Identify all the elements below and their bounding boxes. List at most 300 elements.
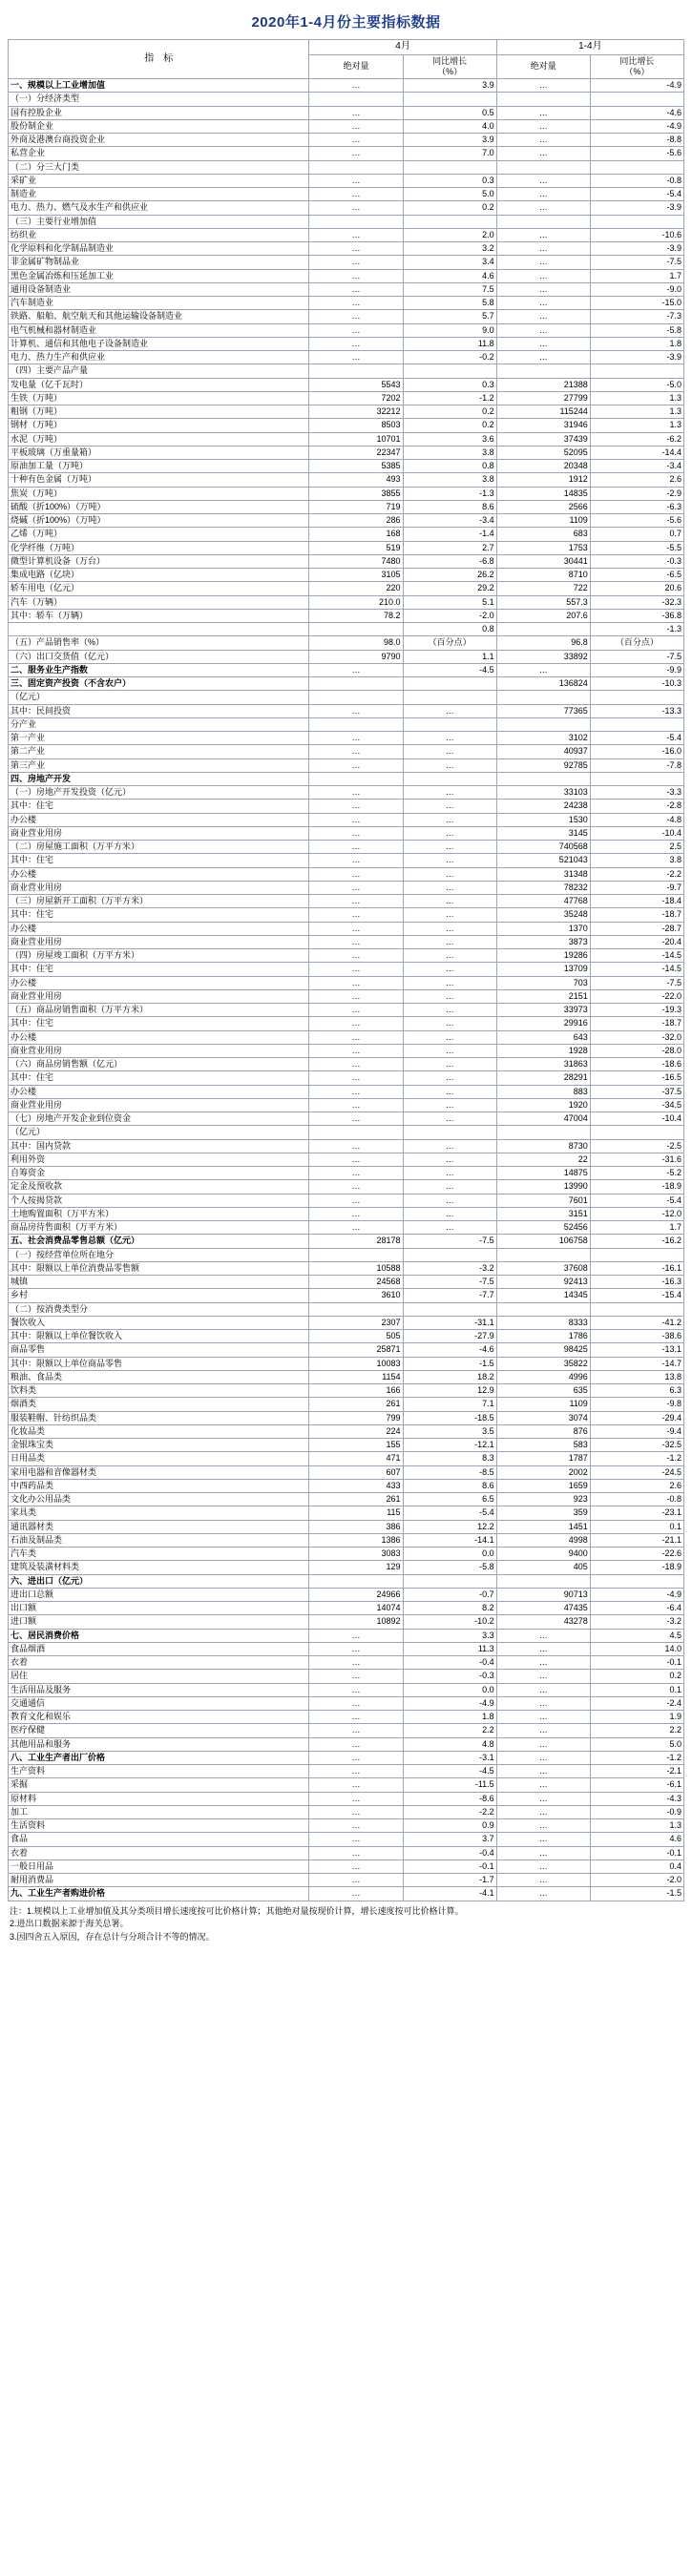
table-row [9,1167,684,1180]
row-cum-absolute: 4998 [496,1533,590,1547]
row-cum-yoy: -5.2 [590,1167,683,1180]
row-month-absolute: … [309,201,403,215]
table-row [9,79,684,93]
table-row [9,1017,684,1030]
row-cum-absolute: … [496,663,590,676]
row-cum-absolute [496,1126,590,1139]
row-cum-absolute: 1109 [496,514,590,528]
row-month-yoy: … [403,800,496,813]
row-month-yoy: 0.2 [403,419,496,432]
row-cum-yoy: -18.4 [590,895,683,908]
row-indicator-label: 焦炭（万吨） [9,487,309,500]
table-row [9,1656,684,1670]
row-cum-yoy: -7.8 [590,758,683,772]
table-row [9,650,684,663]
row-month-yoy: 1.1 [403,650,496,663]
row-month-absolute: … [309,1833,403,1846]
table-row [9,1874,684,1887]
table-row [9,569,684,582]
table-row [9,1058,684,1071]
row-cum-absolute: 2151 [496,989,590,1003]
row-cum-absolute: 3873 [496,935,590,948]
row-month-absolute: … [309,242,403,256]
row-month-yoy: -5.4 [403,1506,496,1520]
table-row [9,106,684,119]
column-header-cumulative: 1-4月 [496,40,683,55]
row-cum-absolute [496,1302,590,1316]
row-cum-absolute: 557.3 [496,595,590,609]
row-cum-yoy [590,1248,683,1261]
row-month-absolute: 519 [309,541,403,554]
row-month-yoy: -1.7 [403,1874,496,1887]
row-month-yoy: -4.6 [403,1343,496,1357]
table-row [9,1737,684,1751]
row-indicator-label: 家用电器和音像器材类 [9,1465,309,1479]
table-row [9,717,684,731]
row-cum-absolute: … [496,1859,590,1873]
row-month-yoy: 8.3 [403,1452,496,1465]
row-cum-yoy: -1.2 [590,1452,683,1465]
row-cum-absolute: 635 [496,1384,590,1398]
row-month-yoy [403,1126,496,1139]
table-row [9,1424,684,1438]
table-row [9,976,684,989]
row-month-yoy: 0.3 [403,174,496,187]
row-month-absolute: 5385 [309,460,403,473]
row-indicator-label: 五、社会消费品零售总额（亿元） [9,1235,309,1248]
row-cum-yoy [590,717,683,731]
table-row [9,487,684,500]
row-indicator-label: 轿车用电（亿元） [9,582,309,595]
table-row [9,1302,684,1316]
row-month-yoy: -0.7 [403,1588,496,1601]
table-row [9,1207,684,1220]
row-cum-yoy: 2.6 [590,473,683,487]
row-cum-absolute: 2566 [496,500,590,513]
row-month-yoy [403,1574,496,1588]
row-cum-absolute: 3102 [496,732,590,745]
table-row [9,256,684,269]
row-indicator-label: 商业营业用房 [9,935,309,948]
row-month-absolute: … [309,1044,403,1057]
row-cum-yoy: -15.0 [590,297,683,310]
row-month-yoy [403,93,496,106]
row-cum-absolute [496,1248,590,1261]
row-cum-yoy: -5.6 [590,147,683,160]
row-month-absolute: … [309,786,403,800]
row-month-absolute: … [309,1751,403,1764]
row-month-yoy: -10.2 [403,1615,496,1629]
table-row [9,378,684,391]
row-cum-absolute: 1370 [496,922,590,935]
row-indicator-label: （三）主要行业增加值 [9,215,309,228]
row-cum-absolute: … [496,1751,590,1764]
row-cum-absolute: … [496,1778,590,1792]
row-indicator-label: 商业营业用房 [9,1044,309,1057]
row-cum-absolute: 37439 [496,432,590,446]
row-month-absolute [309,215,403,228]
row-month-yoy: … [403,813,496,826]
table-row [9,963,684,976]
row-month-absolute: 719 [309,500,403,513]
table-row [9,908,684,922]
row-month-yoy: 7.1 [403,1398,496,1411]
row-cum-yoy [590,1302,683,1316]
row-month-yoy: 3.9 [403,79,496,93]
table-row [9,1398,684,1411]
row-cum-yoy: -19.3 [590,1004,683,1017]
row-month-absolute: … [309,1221,403,1235]
row-cum-yoy: -3.2 [590,1615,683,1629]
row-month-absolute: 286 [309,514,403,528]
row-cum-yoy: -4.6 [590,106,683,119]
table-row [9,895,684,908]
row-indicator-label: 硫酸（折100%）（万吨） [9,500,309,513]
row-cum-yoy [590,691,683,704]
row-indicator-label: 纺织业 [9,228,309,241]
column-header-month: 4月 [309,40,496,55]
row-month-absolute: … [309,1642,403,1655]
row-cum-yoy: -0.1 [590,1846,683,1859]
row-indicator-label: 办公楼 [9,976,309,989]
row-month-absolute: 3610 [309,1289,403,1302]
table-body [9,79,684,1901]
row-cum-absolute: … [496,1642,590,1655]
row-cum-absolute: 106758 [496,1235,590,1248]
row-month-absolute: … [309,1819,403,1833]
row-cum-yoy: 4.5 [590,1629,683,1642]
row-indicator-label: （二）按消费类型分 [9,1302,309,1316]
row-cum-absolute: … [496,1724,590,1737]
row-cum-absolute: 1912 [496,473,590,487]
row-cum-yoy: -0.3 [590,554,683,568]
row-month-yoy: 0.3 [403,378,496,391]
row-cum-yoy: -34.5 [590,1098,683,1111]
row-cum-yoy [590,93,683,106]
row-cum-absolute: 7601 [496,1194,590,1207]
row-cum-yoy: -22.0 [590,989,683,1003]
row-month-absolute [309,772,403,785]
table-row [9,1452,684,1465]
row-indicator-label: 商业营业用房 [9,1098,309,1111]
table-row [9,841,684,854]
row-month-yoy: -2.2 [403,1805,496,1818]
row-cum-absolute: 14875 [496,1167,590,1180]
row-cum-absolute: … [496,174,590,187]
table-row [9,1098,684,1111]
row-month-yoy: … [403,786,496,800]
row-month-yoy: 3.6 [403,432,496,446]
row-month-yoy: 11.8 [403,337,496,350]
table-row [9,1846,684,1859]
row-cum-yoy: -15.4 [590,1289,683,1302]
row-cum-yoy: -32.3 [590,595,683,609]
row-indicator-label: 外商及港澳台商投资企业 [9,134,309,147]
row-month-absolute: … [309,704,403,717]
row-cum-yoy: 1.9 [590,1711,683,1724]
column-header-cum-yoy: 同比增长 （%） [590,54,683,79]
row-cum-yoy: -10.4 [590,1112,683,1126]
row-indicator-label: 汽车类 [9,1548,309,1561]
row-month-yoy: 2.7 [403,541,496,554]
row-cum-absolute: 14345 [496,1289,590,1302]
row-month-yoy: 8.2 [403,1602,496,1615]
row-cum-yoy: -21.1 [590,1533,683,1547]
row-cum-absolute: 47004 [496,1112,590,1126]
row-indicator-label: 烧碱（折100%）（万吨） [9,514,309,528]
table-row [9,732,684,745]
row-cum-absolute: 2002 [496,1465,590,1479]
table-row [9,215,684,228]
row-cum-yoy: -1.5 [590,1887,683,1901]
row-cum-yoy: -9.4 [590,1424,683,1438]
table-row [9,1479,684,1492]
row-month-absolute: … [309,1629,403,1642]
row-indicator-label: 四、房地产开发 [9,772,309,785]
row-month-yoy: 0.0 [403,1548,496,1561]
row-month-absolute: … [309,1004,403,1017]
table-row [9,582,684,595]
column-header-cum-absolute: 绝对量 [496,54,590,79]
row-cum-yoy: -0.9 [590,1805,683,1818]
row-month-absolute: … [309,1696,403,1710]
table-row [9,1071,684,1085]
table-row [9,1030,684,1044]
row-cum-yoy: -38.6 [590,1330,683,1343]
row-cum-absolute: 405 [496,1561,590,1574]
row-indicator-label: （四）主要产品产量 [9,364,309,378]
row-indicator-label: 发电量（亿千瓦时） [9,378,309,391]
row-indicator-label: 原油加工量（万吨） [9,460,309,473]
row-indicator-label: 商品零售 [9,1343,309,1357]
table-row [9,1887,684,1901]
row-month-yoy: 2.2 [403,1724,496,1737]
row-month-yoy: 4.8 [403,1737,496,1751]
row-indicator-label: 餐饮收入 [9,1316,309,1329]
row-month-yoy: -6.8 [403,554,496,568]
row-cum-yoy: 0.7 [590,528,683,541]
row-indicator-label: 商业营业用房 [9,826,309,840]
row-indicator-label: 个人按揭贷款 [9,1194,309,1207]
row-indicator-label: 生活用品及服务 [9,1683,309,1696]
row-month-yoy: 4.6 [403,269,496,282]
row-month-yoy: … [403,935,496,948]
row-month-absolute: … [309,1683,403,1696]
row-month-absolute: 129 [309,1561,403,1574]
row-month-absolute: 7202 [309,391,403,405]
row-month-yoy: 0.2 [403,405,496,419]
row-cum-absolute: … [496,1737,590,1751]
row-month-yoy: -8.5 [403,1465,496,1479]
row-month-yoy: 0.9 [403,1819,496,1833]
table-row [9,745,684,758]
row-cum-absolute: 20348 [496,460,590,473]
row-month-absolute: 10083 [309,1357,403,1370]
row-indicator-label: 衣着 [9,1656,309,1670]
row-indicator-label: 食品烟酒 [9,1642,309,1655]
row-indicator-label: 其中：国内贷款 [9,1139,309,1153]
row-cum-yoy: -6.1 [590,1778,683,1792]
row-month-absolute: … [309,337,403,350]
row-indicator-label: 其中：住宅 [9,908,309,922]
row-indicator-label: 其中：限额以上单位商品零售 [9,1357,309,1370]
row-cum-absolute: 1451 [496,1520,590,1533]
row-month-yoy: 6.5 [403,1493,496,1506]
row-cum-absolute: 52095 [496,446,590,459]
row-month-yoy: … [403,963,496,976]
row-month-absolute: 1154 [309,1370,403,1383]
table-notes [8,1901,684,1944]
row-cum-absolute: … [496,134,590,147]
row-month-absolute: … [309,1711,403,1724]
row-month-absolute: 168 [309,528,403,541]
table-row [9,1506,684,1520]
table-row [9,364,684,378]
row-month-absolute: … [309,256,403,269]
row-month-yoy: … [403,854,496,867]
row-month-absolute [309,364,403,378]
table-row [9,174,684,187]
row-cum-absolute: 923 [496,1493,590,1506]
row-cum-absolute: 43278 [496,1615,590,1629]
row-cum-absolute: 33973 [496,1004,590,1017]
row-month-absolute: … [309,134,403,147]
row-cum-yoy: 1.8 [590,337,683,350]
row-indicator-label: 黑色金属冶炼和压延加工业 [9,269,309,282]
table-row [9,1261,684,1275]
row-cum-yoy: -0.8 [590,1493,683,1506]
row-cum-absolute: 77365 [496,704,590,717]
row-month-absolute: 493 [309,473,403,487]
row-cum-yoy: -10.3 [590,677,683,691]
row-indicator-label: （四）房屋竣工面积（万平方米） [9,949,309,963]
row-cum-absolute [496,717,590,731]
row-indicator-label: 铁路、船舶、航空航天和其他运输设备制造业 [9,310,309,323]
table-header [9,40,684,79]
row-cum-yoy: -3.9 [590,201,683,215]
row-indicator-label: 八、工业生产者出厂价格 [9,1751,309,1764]
row-cum-yoy: -5.6 [590,514,683,528]
row-cum-absolute: … [496,1765,590,1778]
row-cum-yoy: 1.3 [590,391,683,405]
row-cum-yoy: -4.9 [590,79,683,93]
row-indicator-label: 生产资料 [9,1765,309,1778]
row-month-yoy: … [403,867,496,881]
row-month-yoy: 3.5 [403,1424,496,1438]
row-cum-yoy: -0.8 [590,174,683,187]
row-indicator-label: 日用品类 [9,1452,309,1465]
row-indicator-label: 化学纤维（万吨） [9,541,309,554]
table-row [9,1289,684,1302]
row-indicator-label: 采矿业 [9,174,309,187]
row-month-yoy: 4.0 [403,119,496,133]
row-month-absolute [309,677,403,691]
row-month-absolute: 386 [309,1520,403,1533]
table-row [9,554,684,568]
row-indicator-label: 通讯器材类 [9,1520,309,1533]
row-month-absolute: … [309,908,403,922]
table-row [9,1724,684,1737]
row-cum-absolute [496,364,590,378]
table-row [9,1833,684,1846]
row-indicator-label: （五）商品房销售面积（万平方米） [9,1004,309,1017]
row-indicator-label: 化学原料和化学制品制造业 [9,242,309,256]
row-cum-yoy: -18.9 [590,1561,683,1574]
row-month-yoy [403,677,496,691]
row-month-absolute [309,623,403,636]
row-month-yoy [403,160,496,174]
table-row [9,1411,684,1424]
row-month-yoy: 3.2 [403,242,496,256]
table-row [9,228,684,241]
row-indicator-label: 其中：限额以上单位餐饮收入 [9,1330,309,1343]
row-cum-yoy: -13.3 [590,704,683,717]
row-cum-yoy: -31.6 [590,1153,683,1166]
row-cum-absolute: 30441 [496,554,590,568]
row-month-absolute: … [309,174,403,187]
row-cum-absolute: 21388 [496,378,590,391]
row-month-absolute: 261 [309,1493,403,1506]
table-row [9,636,684,650]
row-indicator-label: 汽车（万辆） [9,595,309,609]
row-cum-yoy: -5.4 [590,1194,683,1207]
table-row [9,1778,684,1792]
row-cum-yoy: -14.5 [590,949,683,963]
table-row [9,1153,684,1166]
row-indicator-label: （一）分经济类型 [9,93,309,106]
row-month-absolute: … [309,867,403,881]
row-month-absolute: … [309,813,403,826]
row-month-yoy: 3.8 [403,473,496,487]
row-cum-yoy: 20.6 [590,582,683,595]
row-cum-yoy: -5.8 [590,323,683,337]
row-month-absolute: … [309,935,403,948]
row-cum-absolute: 1753 [496,541,590,554]
row-month-absolute: 471 [309,1452,403,1465]
row-month-absolute [309,160,403,174]
row-indicator-label: 一、规模以上工业增加值 [9,79,309,93]
row-indicator-label: （亿元） [9,1126,309,1139]
row-cum-yoy [590,160,683,174]
row-month-absolute: … [309,745,403,758]
table-row [9,1180,684,1194]
row-month-yoy: 3.9 [403,134,496,147]
row-indicator-label: 其中：住宅 [9,854,309,867]
row-cum-absolute [496,215,590,228]
row-month-absolute: … [309,1071,403,1085]
row-month-yoy: … [403,1167,496,1180]
table-row [9,786,684,800]
row-cum-absolute: 3074 [496,1411,590,1424]
row-indicator-label: 三、固定资产投资（不含农户） [9,677,309,691]
table-row [9,310,684,323]
row-cum-yoy: -13.1 [590,1343,683,1357]
row-cum-absolute: … [496,1656,590,1670]
row-month-yoy: 29.2 [403,582,496,595]
table-row [9,323,684,337]
row-indicator-label: 建筑及装潢材料类 [9,1561,309,1574]
table-row [9,1465,684,1479]
row-cum-absolute: 31348 [496,867,590,881]
row-cum-absolute: 13990 [496,1180,590,1194]
row-month-absolute: … [309,976,403,989]
row-month-absolute [309,691,403,704]
row-month-absolute [309,717,403,731]
row-cum-absolute: … [496,256,590,269]
row-cum-absolute: 19286 [496,949,590,963]
row-month-absolute: … [309,841,403,854]
row-month-yoy: … [403,881,496,894]
